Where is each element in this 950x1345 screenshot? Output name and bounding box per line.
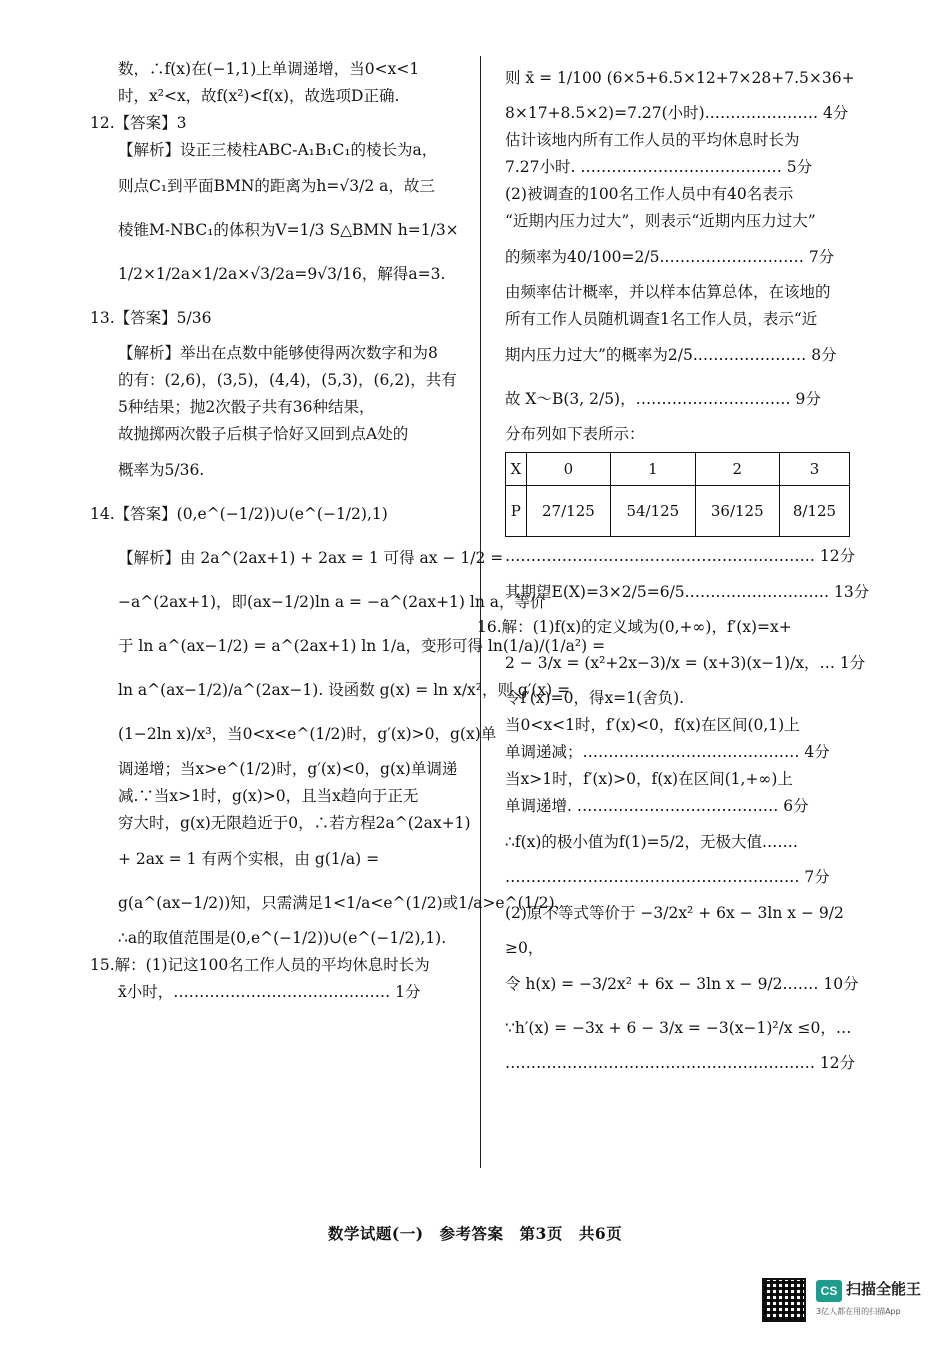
text-line: 8×17+8.5×2)=7.27(小时).………………… 4分 <box>505 104 849 122</box>
text-line: 【解析】举出在点数中能够使得两次数字和为8 <box>118 344 438 362</box>
text-line: 分布列如下表所示： <box>505 425 645 443</box>
text-line: + 2ax = 1 有两个实根，由 g(1/a) = <box>118 850 380 868</box>
column-divider <box>480 56 481 1168</box>
text-line: (2)原不等式等价于 −3/2x² + 6x − 3ln x − 9/2 <box>505 904 844 922</box>
text-line: 时，x²<x，故f(x²)<f(x)，故选项D正确. <box>118 87 400 105</box>
scanner-watermark <box>762 1278 942 1338</box>
text-line: 的有：(2,6)，(3,5)，(4,4)，(5,3)，(6,2)，共有 <box>118 371 457 389</box>
text-line: 故抛掷两次骰子后棋子恰好又回到点A处的 <box>118 425 409 443</box>
text-line: −a^(2ax+1)，即(ax−1/2)ln a = −a^(2ax+1) ln a，等价 <box>118 593 546 611</box>
text-line: 2 − 3/x = (x²+2x−3)/x = (x+3)(x−1)/x，… 1分 <box>505 654 866 672</box>
text-line: 估计该地内所有工作人员的平均休息时长为 <box>505 131 800 149</box>
text-line: 5种结果；抛2次骰子共有36种结果， <box>118 398 375 416</box>
text-line: 【解析】设正三棱柱ABC-A₁B₁C₁的棱长为a， <box>118 141 438 159</box>
scanner-brand: 扫描全能王 <box>846 1280 922 1298</box>
text-line: ln a^(ax−1/2)/a^(2ax−1). 设函数 g(x) = ln x/x²，则 g′(x) = <box>118 681 571 699</box>
text-line: 则 x̄ = 1/100 (6×5+6.5×12+7×28+7.5×36+ <box>505 69 855 87</box>
text-line: 单调递减；…………………………………… 4分 <box>505 743 830 761</box>
text-line: 16.解：(1)f(x)的定义域为(0,+∞)，f′(x)=x+ <box>477 618 792 636</box>
text-line: ∴a的取值范围是(0,e^(−1/2))∪(e^(−1/2),1). <box>118 929 447 947</box>
text-line: 由频率估计概率，并以样本估算总体，在该地的 <box>505 283 831 301</box>
text-line: …………………………………………………… 12分 <box>505 547 856 565</box>
table-cell: 0 <box>526 453 610 486</box>
text-line: 单调递增. ………………………………… 6分 <box>505 797 809 815</box>
text-line: x̄小时，…………………………………… 1分 <box>118 983 421 1001</box>
distribution-table <box>505 452 850 537</box>
text-line: 的频率为40/100=2/5.……………………… 7分 <box>505 248 835 266</box>
text-line: 令f′(x)=0，得x=1(舍负). <box>505 689 685 707</box>
table-cell: 8/125 <box>779 486 849 537</box>
text-line: 15.解：(1)记这100名工作人员的平均休息时长为 <box>90 956 430 974</box>
text-line: 1/2×1/2a×1/2a×√3/2a=9√3/16，解得a=3. <box>118 265 446 283</box>
text-line: 当0<x<1时，f′(x)<0，f(x)在区间(0,1)上 <box>505 716 800 734</box>
text-line: (1−2ln x)/x³，当0<x<e^(1/2)时，g′(x)>0，g(x)单 <box>118 725 497 743</box>
text-line: g(a^(ax−1/2))知，只需满足1<1/a<e^(1/2)或1/a>e^(1/2)， <box>118 894 571 912</box>
cs-logo-icon: CS <box>816 1280 842 1302</box>
text-line: 于 ln a^(ax−1/2) = a^(2ax+1) ln 1/a，变形可得 ln(1/a)/(1/a²) = <box>118 637 606 655</box>
right-column <box>477 56 870 1077</box>
text-line: 14.【答案】(0,e^(−1/2))∪(e^(−1/2),1) <box>90 505 388 523</box>
text-line: ∵h′(x) = −3x + 6 − 3/x = −3(x−1)²/x ≤0，… <box>505 1019 852 1037</box>
text-line: 穷大时，g(x)无限趋近于0，∴若方程2a^(2ax+1) <box>118 814 471 832</box>
text-line: 调递增；当x>e^(1/2)时，g′(x)<0，g(x)单调递 <box>118 760 458 778</box>
text-line: (2)被调查的100名工作人员中有40名表示 <box>505 185 794 203</box>
text-line: 7.27小时. ………………………………… 5分 <box>505 158 813 176</box>
table-cell: X <box>506 453 527 486</box>
text-line: ………………………………………………… 7分 <box>505 868 830 886</box>
table-cell: 3 <box>779 453 849 486</box>
text-line: 所有工作人员随机调查1名工作人员，表示“近 <box>505 310 818 328</box>
text-line: 其期望E(X)=3×2/5=6/5.……………………… 13分 <box>505 583 870 601</box>
text-line: …………………………………………………… 12分 <box>505 1054 856 1072</box>
text-line: 故 X～B(3, 2/5)，………………………… 9分 <box>505 390 821 408</box>
scanner-tagline: 3亿人都在用的扫描App <box>816 1307 901 1316</box>
table-header-row <box>506 453 850 486</box>
text-line: 当x>1时，f′(x)>0，f(x)在区间(1,+∞)上 <box>505 770 793 788</box>
text-line: “近期内压力过大”，则表示“近期内压力过大” <box>505 212 816 230</box>
table-cell: P <box>506 486 527 537</box>
text-line: 12.【答案】3 <box>90 114 187 132</box>
text-line: 棱锥M-NBC₁的体积为V=1/3 S△BMN h=1/3× <box>118 221 459 239</box>
text-line: 则点C₁到平面BMN的距离为h=√3/2 a，故三 <box>118 177 435 195</box>
table-cell: 1 <box>611 453 695 486</box>
table-cell: 54/125 <box>611 486 695 537</box>
right-column-bottom <box>477 543 870 1077</box>
table-cell: 36/125 <box>695 486 779 537</box>
text-line: 令 h(x) = −3/2x² + 6x − 3ln x − 9/2.…… 10分 <box>505 975 859 993</box>
page-footer: 数学试题(一) 参考答案 第3页 共6页 <box>327 1224 623 1243</box>
right-column-top <box>505 56 855 448</box>
text-line: ∴f(x)的极小值为f(1)=5/2，无极大值.…… <box>505 833 798 851</box>
text-line: 减.∵当x>1时，g(x)>0，且当x趋向于正无 <box>118 787 419 805</box>
table-prob-row <box>506 486 850 537</box>
table-cell: 27/125 <box>526 486 610 537</box>
text-line: 概率为5/36. <box>118 461 205 479</box>
text-line: 期内压力过大”的概率为2/5.………………… 8分 <box>505 346 837 364</box>
text-line: 【解析】由 2a^(2ax+1) + 2ax = 1 可得 ax − 1/2 = <box>118 549 504 567</box>
table-cell: 2 <box>695 453 779 486</box>
qr-code-icon <box>762 1278 806 1322</box>
text-line: 数，∴f(x)在(−1,1)上单调递增，当0<x<1 <box>118 60 420 78</box>
text-line: ≥0， <box>505 939 544 957</box>
text-line: 13.【答案】5/36 <box>90 309 212 327</box>
